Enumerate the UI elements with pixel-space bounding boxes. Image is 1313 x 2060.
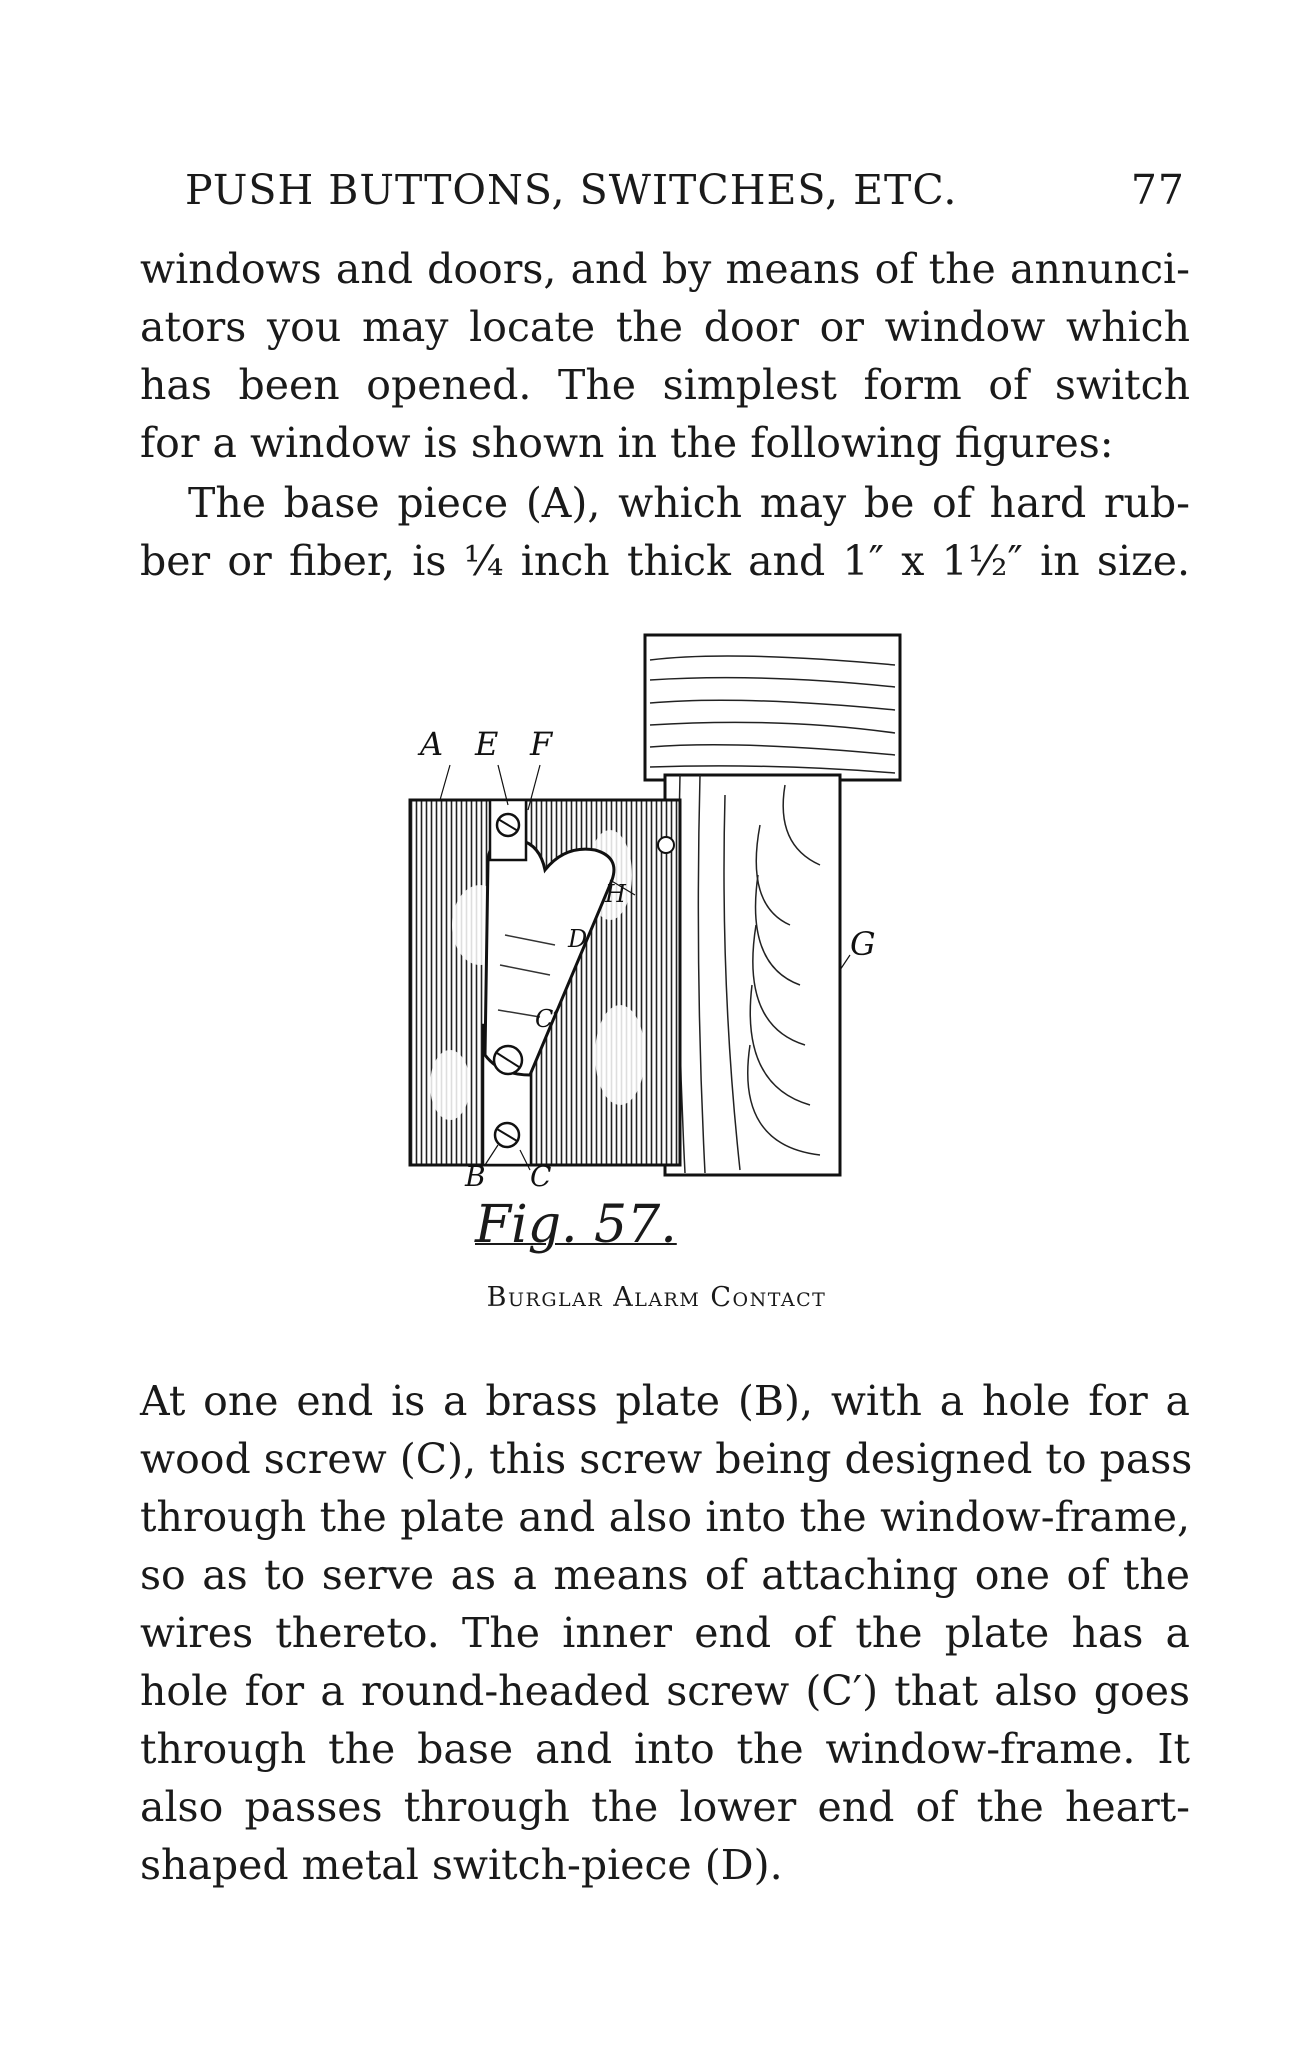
text-line: hole for a round-headed screw (C′) that also goes [140, 1667, 1190, 1715]
chapter-title: PUSH BUTTONS, SWITCHES, ETC. [185, 166, 958, 214]
text-line: wires thereto. The inner end of the plate has a [140, 1609, 1190, 1657]
page-number: 77 [1130, 166, 1185, 214]
label-e: E [475, 725, 499, 763]
paragraph-1 [140, 240, 1190, 472]
figure-caption: Burglar Alarm Contact [486, 1282, 827, 1313]
text-line: through the plate and also into the window-frame, [140, 1493, 1190, 1541]
text-line: ators you may locate the door or window which [140, 303, 1190, 351]
label-f: F [530, 725, 553, 763]
label-d: D [568, 925, 588, 953]
text-line: also passes through the lower end of the heart- [140, 1783, 1190, 1831]
text-line: wood screw (C), this screw being designed to pass [140, 1435, 1193, 1483]
paragraph-2 [140, 474, 1190, 590]
label-h: H [605, 880, 626, 908]
label-c: C [530, 1160, 552, 1193]
text-line: has been opened. The simplest form of switch [140, 361, 1190, 409]
running-head [185, 160, 1185, 220]
text-line: so as to serve as a means of attaching one of the [140, 1551, 1190, 1599]
figure-57 [380, 625, 940, 1345]
text-line: The base piece (A), which may be of hard rub- [188, 479, 1190, 527]
label-g: G [850, 925, 876, 963]
text-line: for a window is shown in the following figures: [140, 419, 1114, 467]
window-frame [665, 775, 840, 1175]
text-line: through the base and into the window-frame. It [140, 1725, 1190, 1773]
label-b: B [465, 1160, 486, 1193]
label-a: A [420, 725, 444, 763]
text-line: windows and doors, and by means of the annunci- [140, 245, 1190, 293]
text-line: At one end is a brass plate (B), with a hole for a [140, 1377, 1190, 1425]
paragraph-3 [140, 1372, 1193, 1894]
top-wood-block [645, 635, 900, 780]
text-line: ber or fiber, is ¼ inch thick and 1″ x 1½″ in size. [140, 537, 1190, 585]
label-c-prime: C′ [535, 1005, 559, 1033]
text-line: shaped metal switch-piece (D). [140, 1841, 783, 1889]
figure-number: Fig. 57. [475, 1195, 677, 1255]
